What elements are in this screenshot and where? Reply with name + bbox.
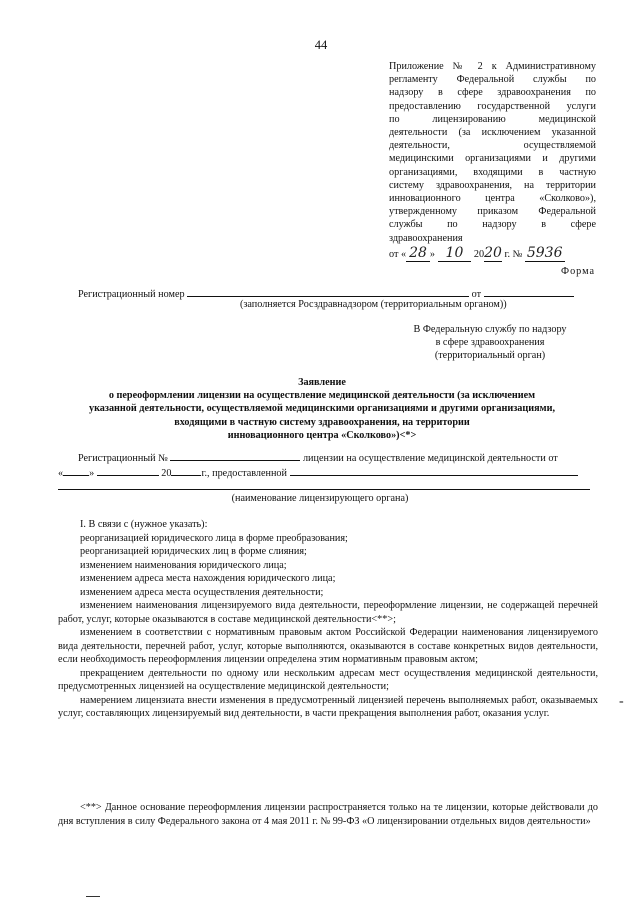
licensing-organ-note: (наименование лицензирующего органа) [231,493,409,504]
approval-number-label: г. № [504,249,523,260]
license-number-row [78,451,618,465]
reason-item: изменением в соответствии с нормативным правовым актом Российской Федерации наименования лицензируемого вида деятельности, перечней работ, услуг, которые выполняются, оказываются в составе конкретных видов деятельности, если необходимость переоформления лицензии определена этим нормативным правовым актом; [58,627,598,665]
approval-month: 10 [438,245,472,262]
addressee-line: В Федеральную службу по надзору [413,324,567,335]
addressee-line: в сфере здравоохранения [435,337,545,348]
addressee-block [380,323,600,362]
license-year-prefix: 20 [161,468,172,479]
license-suffix-label: лицензии на осуществление медицинской деятельности от [302,453,558,464]
application-title [72,376,572,442]
section-heading: I. В связи с (нужное указать): [80,519,208,530]
page-number: 44 [314,38,328,52]
form-label: Форма [561,266,595,277]
appendix-line: Приложение № 2 к Административному [389,61,596,72]
registration-from-label: от [471,289,482,300]
approval-year-prefix: 20 [473,249,485,260]
license-year-field[interactable] [171,466,201,476]
license-day-field[interactable] [63,466,89,476]
registration-date-field[interactable] [484,287,574,297]
title-line: указанной деятельности, осуществляемой медицинскими организациями и другими организациями, [88,403,556,415]
title-line: о переоформлении лицензии на осуществление медицинской деятельности (за исключением [108,390,536,402]
reason-item: намерением лицензиата внести изменения в предусмотренный лицензией перечень выполняемых работ, оказываемых услуг, составляющих лицензируемый вид деятельности, в части прекращения выполнения работ, оказания услуг. [58,694,598,719]
reasons-section [58,518,598,721]
appendix-line: службы по надзору в сфере [389,219,596,231]
appendix-line: организациями, входящими в частную [389,166,596,178]
title-line: инновационного центра «Сколково»)<*> [227,429,417,441]
appendix-line: медицинскими организациями и другими [389,153,596,165]
license-number-label: Регистрационный № [78,453,168,464]
registration-note: (заполняется Росздравнадзором (территориальным органом)) [240,299,507,310]
registration-number-field[interactable] [187,287,469,297]
title-line: Заявление [298,377,346,388]
reason-item: изменением наименования лицензируемого вида деятельности, переоформление лицензии, не содержащей перечней работ, услуг, которые оказываются в составе медицинской деятельности<**>; [58,600,598,625]
addressee-line: (территориальный орган) [434,350,546,361]
approval-from-label: от « [389,249,407,260]
bottom-divider [86,896,100,897]
license-month-field[interactable] [97,466,159,476]
appendix-line: инновационного центра «Сколково»), [389,193,596,205]
title-line: входящими в частную систему здравоохранения, на территории [174,416,470,428]
license-date-row [58,466,598,480]
reason-item: изменением адреса места осуществления деятельности; [80,586,324,598]
license-year-suffix: г., предоставленной [201,468,287,479]
appendix-line: по лицензированию медицинской [389,113,596,125]
approval-number: 5936 [526,245,563,261]
registration-label: Регистрационный номер [78,289,185,300]
appendix-reference [389,60,596,245]
approval-date-line [389,245,596,262]
appendix-line: предоставлению государственной услуги [389,100,596,112]
appendix-line: здравоохранения [389,232,463,244]
reason-item: изменением наименования юридического лица; [80,559,287,571]
license-issuer-field[interactable] [290,466,578,476]
license-date-close: » [89,468,95,479]
appendix-line: деятельности, осуществляемой [389,140,596,152]
reason-item: изменением адреса места нахождения юридического лица; [80,573,336,584]
appendix-line: утвержденному приказом Федеральной [389,206,596,218]
license-date-open: « [58,468,64,479]
approval-year: 20 [484,245,502,261]
approval-day: 28 [406,245,430,262]
reason-item: реорганизацией юридического лица в форме преобразования; [80,532,348,544]
reason-item: прекращением деятельности по одному или нескольким адресам мест осуществления медицинской деятельности, предусмотренных лицензией на осуществление медицинской деятельности; [58,667,598,692]
appendix-line: систему здравоохранения, на территории [389,179,596,191]
license-number-field[interactable] [170,451,300,461]
margin-mark: - [619,694,624,709]
reason-item: реорганизацией юридических лиц в форме слияния; [80,546,307,557]
appendix-line: регламенту Федеральной службы по [389,74,596,86]
appendix-line: надзору в сфере здравоохранения по [389,87,596,99]
licensing-organ-line[interactable] [58,489,590,490]
appendix-line: деятельности (за исключением указанной [389,127,596,139]
approval-quote: » [429,249,435,260]
footnote: <**> Данное основание переоформления лицензии распространяется только на те лицензии, которые действовали до дня вступления в силу Федерального закона от 4 мая 2011 г. № 99-ФЗ «О лицензировании отдельных видов деятельности» [58,802,598,827]
